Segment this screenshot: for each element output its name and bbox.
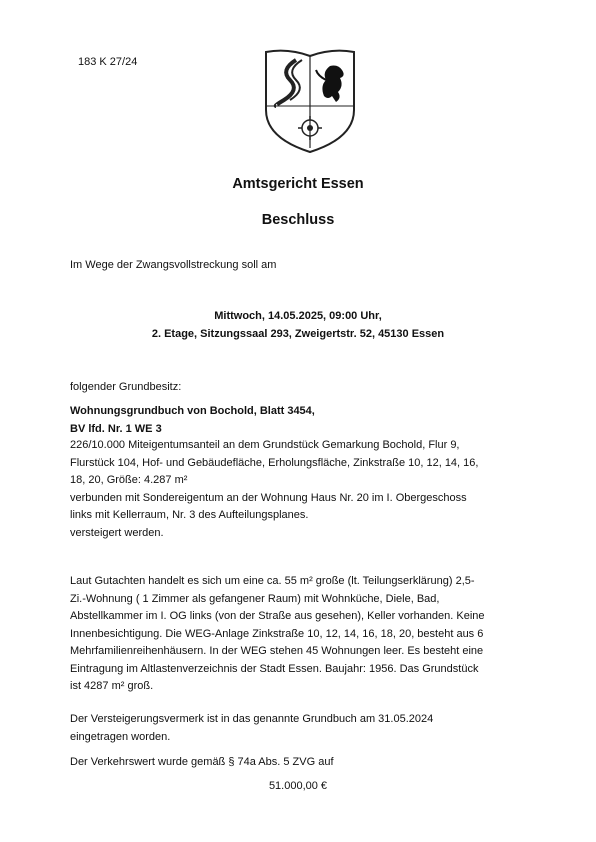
report-line: Eintragung im Altlastenverzeichnis der Stadt Essen. Baujahr: 1956. Das Grundstück [70,662,479,675]
report-line: Zi.-Wohnung ( 1 Zimmer als gefangener Raum) mit Wohnküche, Diele, Bad, [70,592,440,605]
intro-text: Im Wege der Zwangsvollstreckung soll am [70,259,277,271]
court-name: Amtsgericht Essen [232,176,364,192]
property-description [70,437,540,542]
bv-line: BV lfd. Nr. 1 WE 3 [70,423,162,435]
desc-line: verbunden mit Sondereigentum an der Wohnung Haus Nr. 20 im I. Obergeschoss [70,491,467,504]
register-line: Wohnungsgrundbuch von Bochold, Blatt 3454, [70,405,315,417]
auction-date: Mittwoch, 14.05.2025, 09:00 Uhr, [214,310,382,322]
vermerk-text [70,711,540,746]
case-number: 183 K 27/24 [78,56,138,68]
report-line: ist 4287 m² groß. [70,680,154,692]
report-line: Abstellkammer im I. OG links (von der Straße aus gesehen), Keller vorhanden. Keine [70,610,485,622]
market-value: 51.000,00 € [268,780,328,792]
property-intro: folgender Grundbesitz: [70,381,182,393]
vermerk-line: Der Versteigerungsvermerk ist in das genannte Grundbuch am 31.05.2024 [70,713,434,725]
desc-line: links mit Kellerraum, Nr. 3 des Aufteilungsplanes. [70,509,309,521]
report-line: Laut Gutachten handelt es sich um eine ca. 55 m² große (lt. Teilungserklärung) 2,5- [70,575,475,587]
appraisal-text [70,573,540,696]
desc-line: 226/10.000 Miteigentumsanteil an dem Grundstück Gemarkung Bochold, Flur 9, [70,439,460,451]
vermerk-line: eingetragen worden. [70,730,171,743]
report-line: Mehrfamilienreihenhäusern. In der WEG stehen 45 Wohnungen leer. Es besteht eine [70,645,484,657]
auction-location: 2. Etage, Sitzungssaal 293, Zweigertstr. 52, 45130 Essen [151,328,445,340]
value-intro: Der Verkehrswert wurde gemäß § 74a Abs. 5 ZVG auf [70,756,334,768]
desc-line: versteigert werden. [70,526,164,539]
report-line: Innenbesichtigung. Die WEG-Anlage Zinkstraße 10, 12, 14, 16, 18, 20, besteht aus 6 [70,627,484,640]
document-title: Beschluss [261,212,335,228]
desc-line: Flurstück 104, Hof- und Gebäudefläche, Erholungsfläche, Zinkstraße 10, 12, 14, 16, [70,456,479,469]
coat-of-arms-crest [260,46,360,156]
desc-line: 18, 20, Größe: 4.287 m² [70,474,188,486]
